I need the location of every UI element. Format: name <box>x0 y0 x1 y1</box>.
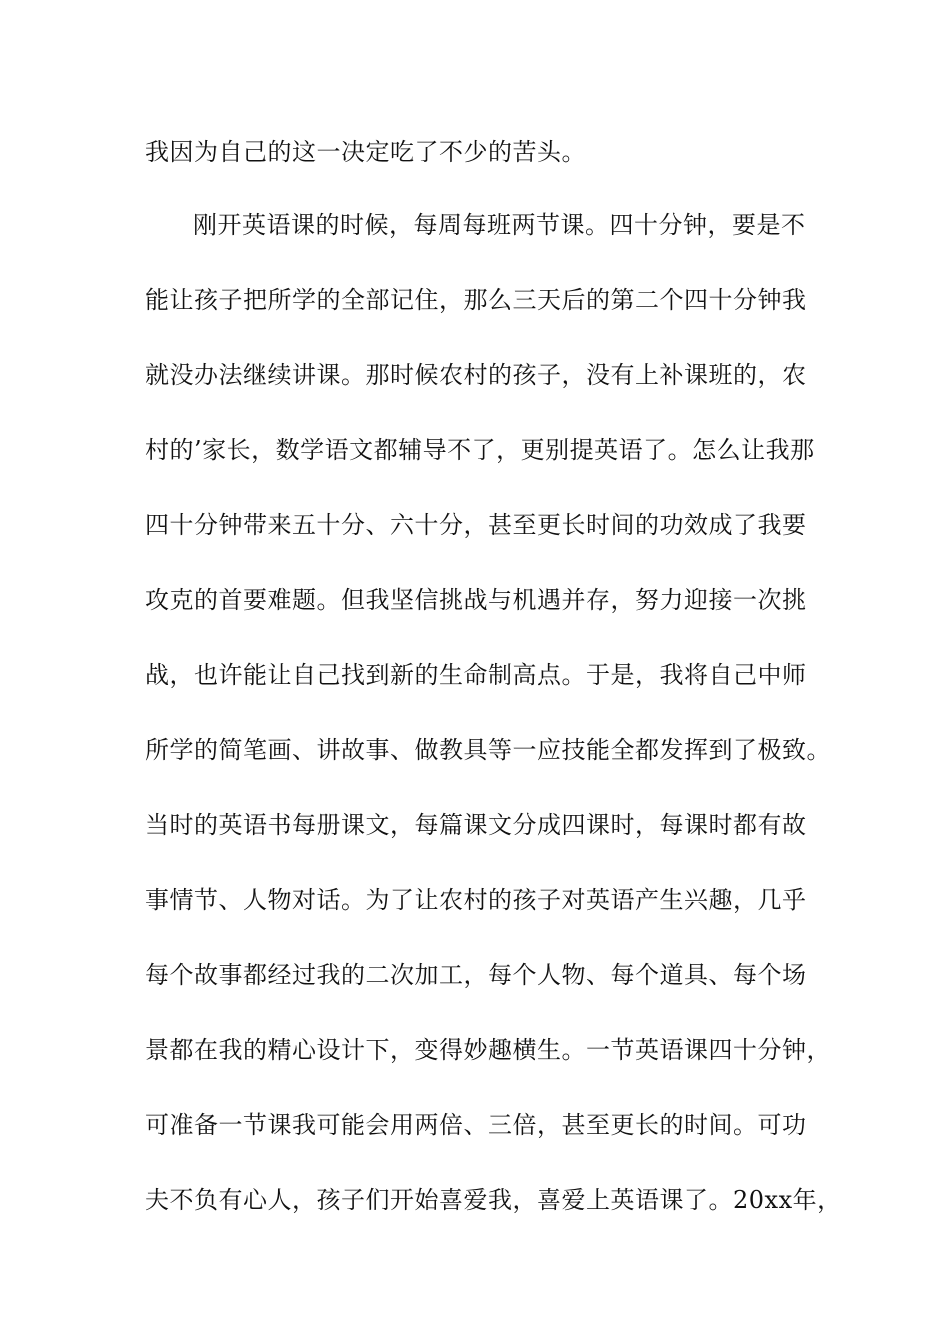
text-line: 事情节、人物对话。为了让农村的孩子对英语产生兴趣，几乎 <box>145 886 807 914</box>
text-line: 能让孩子把所学的全部记住，那么三天后的第二个四十分钟我 <box>145 286 807 314</box>
text-line: 我因为自己的这一决定吃了不少的苦头。 <box>145 138 586 166</box>
text-line: 攻克的首要难题。但我坚信挑战与机遇并存，努力迎接一次挑 <box>145 586 807 614</box>
paragraph-first-line: 刚开英语课的时候，每周每班两节课。四十分钟，要是不 <box>193 211 806 239</box>
text-line: 所学的简笔画、讲故事、做教具等一应技能全都发挥到了极致。 <box>145 736 831 764</box>
text-line: 当时的英语书每册课文，每篇课文分成四课时，每课时都有故 <box>145 811 807 839</box>
text-line: 景都在我的精心设计下，变得妙趣横生。一节英语课四十分钟， <box>145 1036 831 1064</box>
text-line: 就没办法继续讲课。那时候农村的孩子，没有上补课班的，农 <box>145 361 807 389</box>
text-line: 每个故事都经过我的二次加工，每个人物、每个道具、每个场 <box>145 961 807 989</box>
text-line: 夫不负有心人，孩子们开始喜爱我，喜爱上英语课了。20xx年， <box>145 1186 842 1214</box>
text-line: 村的’家长，数学语文都辅导不了，更别提英语了。怎么让我那 <box>145 436 815 464</box>
text-line: 可准备一节课我可能会用两倍、三倍，甚至更长的时间。可功 <box>145 1111 807 1139</box>
text-line: 四十分钟带来五十分、六十分，甚至更长时间的功效成了我要 <box>145 511 807 539</box>
text-line: 战，也许能让自己找到新的生命制高点。于是，我将自己中师 <box>145 661 807 689</box>
